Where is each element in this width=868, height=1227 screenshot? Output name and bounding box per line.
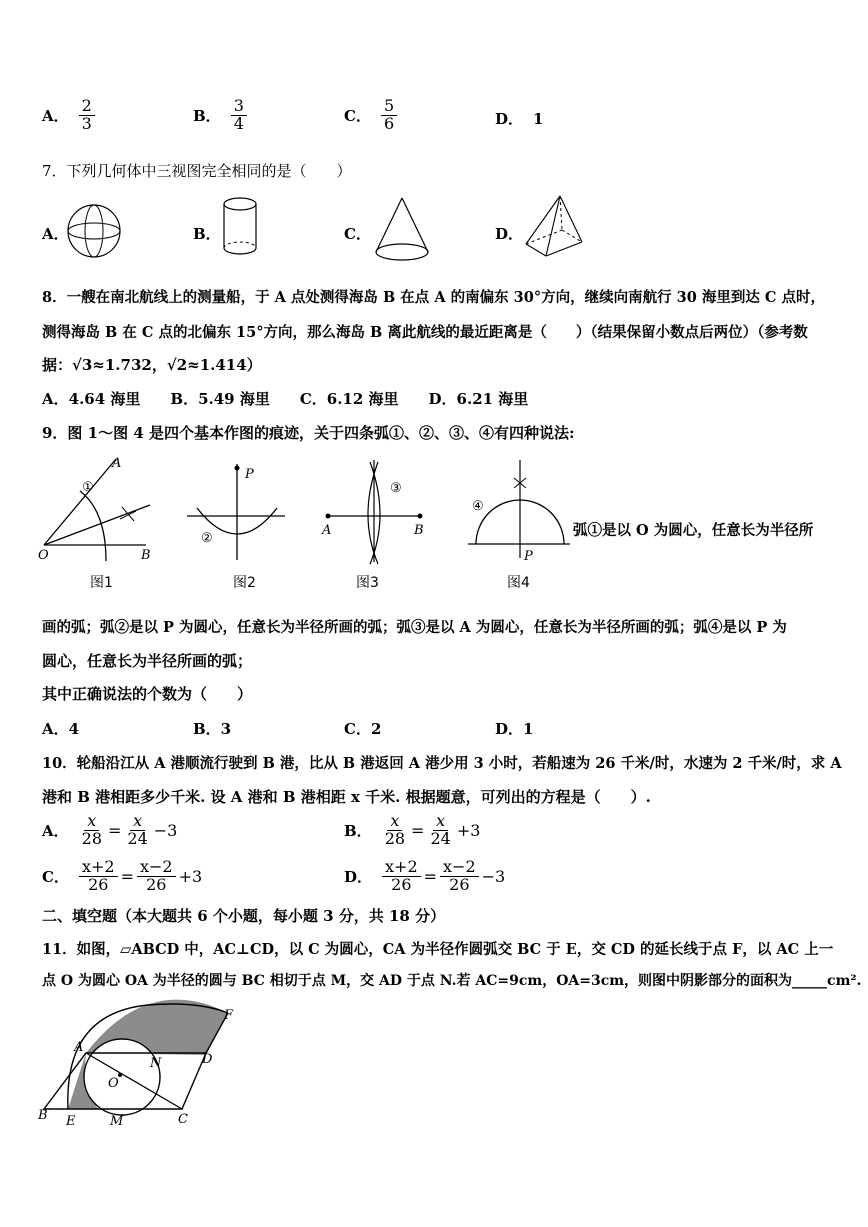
q9-line3: 圆心，任意长为半径所画的弧；: [42, 652, 253, 670]
option-label: A．: [42, 821, 69, 840]
equation-tail: −3: [153, 820, 178, 840]
denominator: 26: [449, 874, 470, 894]
point-f-label: F: [224, 1008, 234, 1023]
option-label: D．: [344, 867, 373, 886]
point-n-label: N: [150, 1056, 162, 1071]
q9-figure-2: [185, 460, 290, 564]
fraction: [231, 98, 247, 133]
denominator: 6: [383, 113, 395, 133]
denominator: 28: [384, 828, 406, 848]
caption-fig4: 图4: [507, 575, 530, 591]
option-value: 1: [533, 109, 544, 128]
q7-label-a: A．: [42, 225, 69, 243]
equation: $\frac{x}{28}$ = $\frac{x}{24}$ −3: [79, 813, 178, 848]
numerator: x: [433, 813, 448, 831]
q10-line1: 10．轮船沿江从 A 港顺流行驶到 B 港，比从 B 港返回 A 港少用 3 小时，若船速为 26 千米/时，水速为 2 千米/时，求 A: [42, 755, 842, 772]
q9-figure-3: [320, 458, 438, 568]
option-label: C．: [344, 106, 371, 125]
caption-fig1: 图1: [90, 575, 113, 591]
fraction: [381, 98, 397, 133]
denominator: 4: [233, 113, 244, 133]
q9-figure-1: [38, 455, 158, 563]
point-b-label: B: [38, 1108, 48, 1123]
option-label: B．: [344, 821, 372, 840]
point-m-label: M: [110, 1114, 124, 1129]
q10-option-d: [344, 859, 505, 894]
arc-1-label: ①: [82, 480, 94, 495]
numerator: x+2: [382, 859, 421, 877]
q9-option-c: C．2: [344, 720, 382, 738]
point-c-label: C: [178, 1112, 188, 1127]
numerator: x−2: [440, 859, 479, 877]
point-e-label: E: [66, 1114, 76, 1129]
point-p-label: P: [524, 549, 533, 564]
q11-figure: [38, 1003, 248, 1128]
denominator: 28: [81, 828, 102, 848]
q9-figure-4: [464, 458, 574, 566]
equation-tail: +3: [178, 866, 203, 886]
numerator: 5: [381, 98, 397, 116]
caption-fig2: 图2: [233, 575, 256, 591]
q9-option-b: B．3: [193, 720, 232, 738]
q10-option-b: [344, 813, 480, 848]
point-a-label: A: [322, 523, 332, 538]
point-d-label: D: [202, 1052, 213, 1067]
option-label: A．: [42, 106, 69, 125]
cone-icon: [372, 196, 432, 266]
sphere-icon: [66, 203, 122, 259]
cylinder-icon: [218, 196, 262, 260]
q9-line4: 其中正确说法的个数为（ ）: [42, 685, 253, 703]
section-heading: 二、填空题（本大题共 6 个小题，每小题 3 分，共 18 分）: [42, 907, 446, 925]
q6-option-b: [193, 98, 247, 133]
denominator: 24: [430, 828, 451, 848]
denominator: 24: [127, 828, 148, 848]
numerator: x: [84, 813, 99, 831]
numerator: x−2: [137, 859, 176, 877]
numerator: x: [387, 813, 402, 831]
option-label: B．: [193, 106, 221, 125]
point-b-label: B: [414, 523, 424, 538]
q11-line2: 点 O 为圆心 OA 为半径的圆与 BC 相切于点 M，交 AD 于点 N.若 AC=9cm，OA=3cm，则图中阴影部分的面积为_____cm².: [42, 973, 862, 989]
q10-option-a: [42, 813, 177, 848]
equation: $\frac{x}{28}$ = $\frac{x}{24}$ +3: [382, 813, 481, 848]
point-b-label: B: [141, 548, 151, 563]
equation-tail: +3: [456, 820, 481, 840]
q7-stem: 7．下列几何体中三视图完全相同的是（ ）: [42, 162, 352, 180]
q8-options: A．4.64 海里 B．5.49 海里 C．6.12 海里 D．6.21 海里: [42, 390, 529, 408]
q9-option-a: A．4: [42, 720, 80, 738]
option-label: D．: [495, 110, 524, 128]
arc-3-label: ③: [390, 481, 402, 496]
arc-4-label: ④: [472, 499, 484, 514]
numerator: x+2: [79, 859, 118, 877]
pyramid-icon: [522, 194, 586, 264]
q11-line1: 11．如图，▱ABCD 中，AC⊥CD，以 C 为圆心，CA 为半径作圆弧交 BC 于 E，交 CD 的延长线于点 F，以 AC 上一: [42, 941, 834, 958]
q6-option-d: [495, 108, 543, 129]
arc-2-label: ②: [201, 531, 213, 546]
q7-label-d: D．: [495, 225, 524, 243]
point-a-label: A: [112, 456, 122, 471]
point-o-label: O: [108, 1076, 119, 1091]
denominator: 26: [391, 874, 412, 894]
q9-line2: 画的弧；弧②是以 P 为圆心，任意长为半径所画的弧；弧③是以 A 为圆心，任意长为半径所画的弧；弧④是以 P 为: [42, 619, 787, 636]
denominator: 26: [146, 874, 167, 894]
numerator: x: [130, 813, 145, 831]
numerator: 3: [231, 98, 247, 116]
numerator: 2: [79, 98, 95, 116]
point-o-label: O: [38, 548, 49, 563]
equation: $\frac{x+2}{26}$ = $\frac{x-2}{26}$ −3: [382, 859, 505, 894]
q9-side-text: 弧①是以 O 为圆心，任意长为半径所: [573, 522, 814, 539]
q10-line2: 港和 B 港相距多少千米. 设 A 港和 B 港相距 x 千米. 根据题意，可列出的方程是（ ）.: [42, 788, 651, 806]
point-a-label: A: [74, 1040, 84, 1055]
equation: $\frac{x+2}{26}$ = $\frac{x-2}{26}$ +3: [79, 859, 202, 894]
q9-stem: 9．图 1～图 4 是四个基本作图的痕迹，关于四条弧①、②、③、④有四种说法:: [42, 424, 575, 442]
q7-label-b: B．: [193, 225, 221, 243]
denominator: 26: [88, 874, 109, 894]
equation-tail: −3: [481, 866, 506, 886]
q7-label-c: C．: [344, 225, 371, 243]
denominator: 3: [81, 113, 92, 133]
q8-line3: 据：√3≈1.732，√2≈1.414）: [42, 356, 262, 374]
q6-option-a: [42, 98, 95, 133]
q10-option-c: [42, 859, 202, 894]
q8-line1: 8．一艘在南北航线上的测量船，于 A 点处测得海岛 B 在点 A 的南偏东 30°方向，继续向南航行 30 海里到达 C 点时，: [42, 289, 826, 306]
point-p-label: P: [245, 467, 254, 482]
option-label: C．: [42, 867, 69, 886]
fraction: [79, 98, 95, 133]
q9-option-d: D．1: [495, 720, 534, 738]
q8-line2: 测得海岛 B 在 C 点的北偏东 15°方向，那么海岛 B 离此航线的最近距离是（ ）（结果保留小数点后两位）（参考数: [42, 324, 808, 341]
caption-fig3: 图3: [356, 575, 379, 591]
q6-option-c: [344, 98, 397, 133]
